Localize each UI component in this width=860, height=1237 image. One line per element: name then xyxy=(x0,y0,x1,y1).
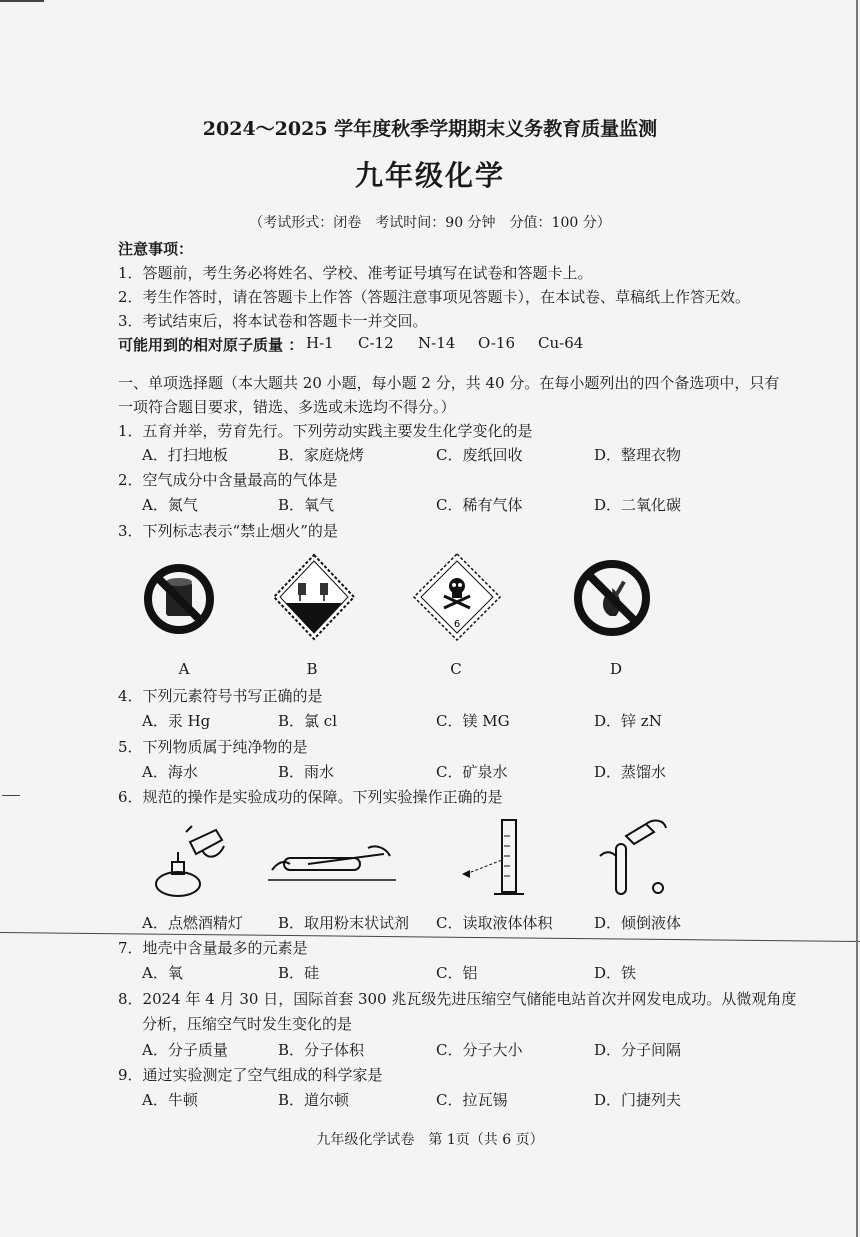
image-label-b: B xyxy=(306,660,318,678)
atomic-mass: C-12 xyxy=(358,334,394,352)
option-a: A．分子质量 xyxy=(142,1041,228,1059)
option-d: D．分子间隔 xyxy=(594,1041,682,1059)
question-stem: 7．地壳中含量最多的元素是 xyxy=(118,939,308,957)
option-a: A．点燃酒精灯 xyxy=(142,914,243,932)
alcohol-lamp-lighting-icon xyxy=(150,822,230,902)
image-label-c: C xyxy=(450,660,462,678)
option-c: C．废纸回收 xyxy=(436,446,523,464)
toxic-sign-icon xyxy=(412,552,502,642)
question-stem: 1．五育并举，劳育先行。下列劳动实践主要发生化学变化的是 xyxy=(118,422,533,440)
option-c: C．分子大小 xyxy=(436,1041,523,1059)
option-b: B．道尔顿 xyxy=(278,1091,350,1109)
option-d: D．铁 xyxy=(594,964,637,982)
prohibition-barrel-sign-icon xyxy=(142,562,216,636)
option-a: A．牛顿 xyxy=(142,1091,198,1109)
option-d: D．门捷列夫 xyxy=(594,1091,682,1109)
option-b: B．氯 cl xyxy=(278,712,337,730)
scan-edge-border xyxy=(856,0,858,1237)
option-d: D．倾倒液体 xyxy=(594,914,682,932)
atomic-mass: Cu-64 xyxy=(538,334,584,352)
question-stem: 4．下列元素符号书写正确的是 xyxy=(118,687,323,705)
option-c: C．铝 xyxy=(436,964,478,982)
option-a: A．打扫地板 xyxy=(142,446,228,464)
powder-reagent-icon xyxy=(268,840,396,890)
option-c: C．镁 MG xyxy=(436,712,510,730)
question-stem: 2．空气成分中含量最高的气体是 xyxy=(118,471,338,489)
corrosive-sign-icon xyxy=(272,553,356,641)
question-stem: 8．2024 年 4 月 30 日，国际首套 300 兆瓦级先进压缩空气储能电站首次并网发电成功。从微观角度 xyxy=(118,990,797,1008)
question-stem: 3．下列标志表示“禁止烟火”的是 xyxy=(118,522,338,540)
option-b: B．氧气 xyxy=(278,496,335,514)
question-stem: 6．规范的操作是实验成功的保障。下列实验操作正确的是 xyxy=(118,788,503,806)
notes-heading: 注意事项： xyxy=(118,240,194,258)
option-b: B．硅 xyxy=(278,964,320,982)
exam-header-line: 2024～2025 学年度秋季学期期末义务教育质量监测 xyxy=(202,118,658,140)
scan-edge-mark xyxy=(0,0,44,2)
question-stem: 9．通过实验测定了空气组成的科学家是 xyxy=(118,1066,383,1084)
note-item: 3．考试结束后，将本试卷和答题卡一并交回。 xyxy=(118,312,428,330)
section-intro: 一、单项选择题（本大题共 20 小题，每小题 2 分，共 40 分。在每小题列出的四个备选项中，只有 xyxy=(118,374,780,392)
sign-c-number: 6 xyxy=(453,619,461,630)
option-b: B．家庭烧烤 xyxy=(278,446,365,464)
atomic-mass-label: 可能用到的相对原子质量 ： xyxy=(118,336,304,354)
graduated-cylinder-icon xyxy=(458,816,548,898)
option-a: A．海水 xyxy=(142,763,198,781)
image-label-a: A xyxy=(178,660,190,678)
scan-edge-mark xyxy=(2,795,20,796)
option-d: D．二氧化碳 xyxy=(594,496,682,514)
atomic-mass: H-1 xyxy=(306,334,334,352)
atomic-mass: N-14 xyxy=(418,334,456,352)
no-fire-sign-icon xyxy=(572,558,652,638)
option-a: A．氮气 xyxy=(142,496,198,514)
option-b: B．取用粉末状试剂 xyxy=(278,914,410,932)
question-stem-continued: 分析，压缩空气时发生变化的是 xyxy=(142,1015,353,1033)
option-d: D．蒸馏水 xyxy=(594,763,667,781)
option-c: C．读取液体体积 xyxy=(436,914,553,932)
atomic-mass: O-16 xyxy=(478,334,516,352)
page-footer: 九年级化学试卷 第 1页（共 6 页） xyxy=(316,1132,544,1148)
option-c: C．矿泉水 xyxy=(436,763,508,781)
section-intro: 一项符合题目要求，错选、多选或未选均不得分。） xyxy=(118,398,456,416)
option-d: D．锌 zN xyxy=(594,712,662,730)
image-label-d: D xyxy=(609,660,623,678)
option-a: A．汞 Hg xyxy=(142,712,211,730)
page-title: 九年级化学 xyxy=(354,159,505,192)
option-d: D．整理衣物 xyxy=(594,446,682,464)
question-stem: 5．下列物质属于纯净物的是 xyxy=(118,738,308,756)
option-c: C．拉瓦锡 xyxy=(436,1091,508,1109)
option-b: B．雨水 xyxy=(278,763,335,781)
note-item: 2．考生作答时，请在答题卡上作答（答题注意事项见答题卡），在本试卷、草稿纸上作答无效。 xyxy=(118,288,751,306)
note-item: 1．答题前，考生务必将姓名、学校、准考证号填写在试卷和答题卡上。 xyxy=(118,264,593,282)
exam-info: （考试形式：闭卷 考试时间：90 分钟 分值：100 分） xyxy=(249,215,611,231)
pouring-liquid-icon xyxy=(590,816,670,900)
option-c: C．稀有气体 xyxy=(436,496,523,514)
option-a: A．氧 xyxy=(142,964,183,982)
option-b: B．分子体积 xyxy=(278,1041,365,1059)
